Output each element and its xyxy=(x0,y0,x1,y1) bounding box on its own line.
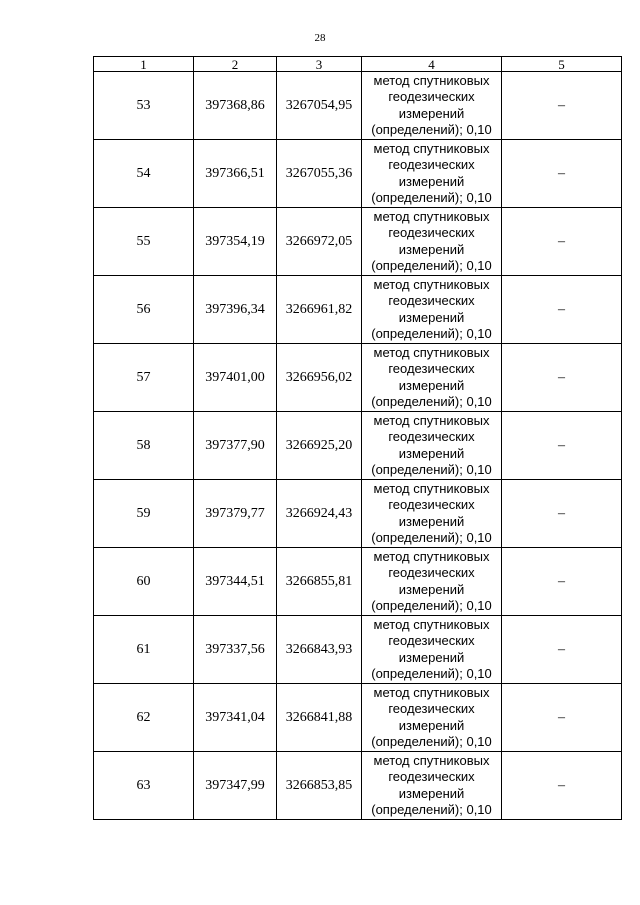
method-line: (определений); 0,10 xyxy=(371,530,492,545)
method-line: геодезических xyxy=(388,429,475,444)
table-row xyxy=(94,684,622,752)
x-coordinate-cell: 397396,34 xyxy=(194,276,277,344)
y-coordinate-cell: 3266925,20 xyxy=(277,412,362,480)
method-cell xyxy=(362,276,502,344)
method-cell xyxy=(362,480,502,548)
method-line: метод спутниковых xyxy=(373,548,490,564)
method-line: геодезических xyxy=(388,157,475,172)
method-line: геодезических xyxy=(388,565,475,580)
page-number: 28 xyxy=(314,32,326,44)
method-line: геодезических xyxy=(388,293,475,308)
method-line: измерений xyxy=(398,377,465,393)
note-cell: – xyxy=(502,616,622,684)
point-number-cell: 62 xyxy=(94,684,194,752)
y-coordinate-cell: 3266841,88 xyxy=(277,684,362,752)
method-cell xyxy=(362,752,502,820)
method-line: измерений xyxy=(398,717,465,733)
y-coordinate-cell: 3266843,93 xyxy=(277,616,362,684)
y-coordinate-cell: 3266853,85 xyxy=(277,752,362,820)
note-cell: – xyxy=(502,276,622,344)
method-line: метод спутниковых xyxy=(373,480,490,496)
note-cell: – xyxy=(502,140,622,208)
method-line: геодезических xyxy=(388,633,475,648)
method-line: геодезических xyxy=(388,497,475,512)
point-number-cell: 58 xyxy=(94,412,194,480)
method-cell xyxy=(362,616,502,684)
method-cell xyxy=(362,344,502,412)
table-row xyxy=(94,276,622,344)
x-coordinate-cell: 397347,99 xyxy=(194,752,277,820)
method-line: метод спутниковых xyxy=(373,684,490,700)
method-line: (определений); 0,10 xyxy=(371,394,492,409)
method-cell xyxy=(362,548,502,616)
y-coordinate-cell: 3266956,02 xyxy=(277,344,362,412)
column-header-3: 3 xyxy=(277,57,362,72)
method-line: измерений xyxy=(398,241,465,257)
x-coordinate-cell: 397377,90 xyxy=(194,412,277,480)
table-row xyxy=(94,344,622,412)
method-line: геодезических xyxy=(388,361,475,376)
method-line: измерений xyxy=(398,785,465,801)
table-row xyxy=(94,140,622,208)
method-line: (определений); 0,10 xyxy=(371,190,492,205)
table-body xyxy=(94,72,622,820)
y-coordinate-cell: 3266855,81 xyxy=(277,548,362,616)
note-cell: – xyxy=(502,208,622,276)
method-cell xyxy=(362,684,502,752)
column-header-5: 5 xyxy=(502,57,622,72)
note-cell: – xyxy=(502,548,622,616)
point-number-cell: 56 xyxy=(94,276,194,344)
note-cell: – xyxy=(502,684,622,752)
method-cell xyxy=(362,208,502,276)
note-cell: – xyxy=(502,412,622,480)
note-cell: – xyxy=(502,344,622,412)
note-cell: – xyxy=(502,480,622,548)
method-cell xyxy=(362,140,502,208)
x-coordinate-cell: 397368,86 xyxy=(194,72,277,140)
method-line: метод спутниковых xyxy=(373,276,490,292)
y-coordinate-cell: 3266972,05 xyxy=(277,208,362,276)
x-coordinate-cell: 397366,51 xyxy=(194,140,277,208)
x-coordinate-cell: 397354,19 xyxy=(194,208,277,276)
method-line: (определений); 0,10 xyxy=(371,122,492,137)
method-line: (определений); 0,10 xyxy=(371,258,492,273)
method-line: измерений xyxy=(398,581,465,597)
x-coordinate-cell: 397341,04 xyxy=(194,684,277,752)
method-line: геодезических xyxy=(388,89,475,104)
method-line: метод спутниковых xyxy=(373,616,490,632)
method-line: метод спутниковых xyxy=(373,344,490,360)
point-number-cell: 63 xyxy=(94,752,194,820)
table-row xyxy=(94,752,622,820)
point-number-cell: 59 xyxy=(94,480,194,548)
method-cell xyxy=(362,412,502,480)
method-line: (определений); 0,10 xyxy=(371,326,492,341)
table-row xyxy=(94,548,622,616)
point-number-cell: 55 xyxy=(94,208,194,276)
method-line: метод спутниковых xyxy=(373,752,490,768)
note-cell: – xyxy=(502,752,622,820)
table-row xyxy=(94,208,622,276)
y-coordinate-cell: 3266924,43 xyxy=(277,480,362,548)
table-row xyxy=(94,616,622,684)
point-number-cell: 53 xyxy=(94,72,194,140)
method-line: измерений xyxy=(398,445,465,461)
point-number-cell: 61 xyxy=(94,616,194,684)
method-line: геодезических xyxy=(388,769,475,784)
table-header-row xyxy=(94,57,622,72)
table-row xyxy=(94,72,622,140)
table-row xyxy=(94,412,622,480)
method-line: измерений xyxy=(398,649,465,665)
method-line: (определений); 0,10 xyxy=(371,734,492,749)
method-line: измерений xyxy=(398,105,465,121)
method-line: (определений); 0,10 xyxy=(371,598,492,613)
x-coordinate-cell: 397344,51 xyxy=(194,548,277,616)
table-row xyxy=(94,480,622,548)
x-coordinate-cell: 397401,00 xyxy=(194,344,277,412)
column-header-1: 1 xyxy=(94,57,194,72)
point-number-cell: 57 xyxy=(94,344,194,412)
method-line: геодезических xyxy=(388,225,475,240)
method-line: метод спутниковых xyxy=(373,72,490,88)
y-coordinate-cell: 3267055,36 xyxy=(277,140,362,208)
method-line: измерений xyxy=(398,513,465,529)
method-line: измерений xyxy=(398,309,465,325)
point-number-cell: 54 xyxy=(94,140,194,208)
x-coordinate-cell: 397337,56 xyxy=(194,616,277,684)
column-header-4: 4 xyxy=(362,57,502,72)
y-coordinate-cell: 3266961,82 xyxy=(277,276,362,344)
y-coordinate-cell: 3267054,95 xyxy=(277,72,362,140)
method-cell xyxy=(362,72,502,140)
method-line: (определений); 0,10 xyxy=(371,802,492,817)
method-line: (определений); 0,10 xyxy=(371,666,492,681)
method-line: метод спутниковых xyxy=(373,140,490,156)
point-number-cell: 60 xyxy=(94,548,194,616)
column-header-2: 2 xyxy=(194,57,277,72)
method-line: измерений xyxy=(398,173,465,189)
x-coordinate-cell: 397379,77 xyxy=(194,480,277,548)
method-line: метод спутниковых xyxy=(373,412,490,428)
method-line: (определений); 0,10 xyxy=(371,462,492,477)
method-line: геодезических xyxy=(388,701,475,716)
coordinates-table xyxy=(93,56,622,820)
note-cell: – xyxy=(502,72,622,140)
method-line: метод спутниковых xyxy=(373,208,490,224)
